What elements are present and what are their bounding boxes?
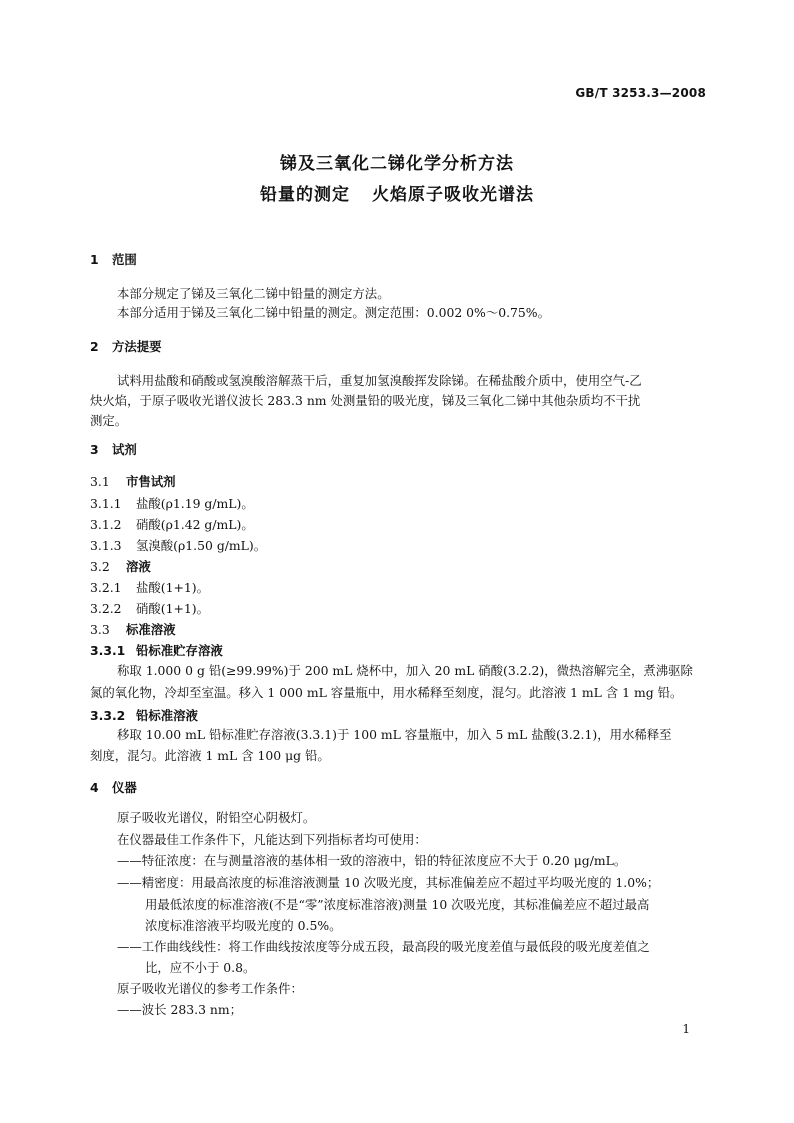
item-number: 3.2.1 xyxy=(90,580,122,595)
section-title: 仪器 xyxy=(112,780,137,795)
subsection-heading-3-1 xyxy=(90,472,708,492)
subsection-title: 市售试剂 xyxy=(126,474,176,489)
section-heading-1 xyxy=(90,250,708,270)
paragraph-line: 测定。 xyxy=(90,413,128,428)
dash-item-cont: 浓度标准溶液平均吸光度的 0.5%。 xyxy=(145,918,342,933)
item-number: 3.1.3 xyxy=(90,538,122,553)
paragraph-line: 称取 1.000 0 g 铅(≥99.99%)于 200 mL 烧杯中，加入 20 mL 硝酸(3.2.2)，微热溶解完全，煮沸驱除 xyxy=(117,663,693,678)
reagent-item xyxy=(90,578,708,598)
section-title: 范围 xyxy=(112,252,137,267)
doc-title-line2 xyxy=(0,180,794,205)
item-text: 硝酸(1+1)。 xyxy=(136,601,209,616)
dash-item-cont: 用最低浓度的标准溶液(不是“零”浓度标准溶液)测量 10 次吸光度，其标准偏差应不超过最高 xyxy=(145,897,650,912)
paragraph-line: 刻度，混匀。此溶液 1 mL 含 100 μg 铅。 xyxy=(90,748,330,763)
paragraph: 原子吸收光谱仪的参考工作条件： xyxy=(117,981,303,996)
subsection-title: 溶液 xyxy=(126,559,151,574)
reagent-item xyxy=(90,536,708,556)
dash-item: ——精密度：用最高浓度的标准溶液测量 10 次吸光度，其标准偏差应不超过平均吸光度的 1.0%； xyxy=(117,875,660,890)
dash-item-cont: 比，应不小于 0.8。 xyxy=(145,960,256,975)
section-number: 3 xyxy=(90,442,99,457)
subsection-number: 3.3 xyxy=(90,622,110,637)
item-text: 硝酸(ρ1.42 g/mL)。 xyxy=(136,517,254,532)
item-text: 氢溴酸(ρ1.50 g/mL)。 xyxy=(136,538,267,553)
standard-code: GB/T 3253.3—2008 xyxy=(575,86,706,100)
item-title: 铅标准贮存溶液 xyxy=(136,643,223,658)
section-number: 4 xyxy=(90,780,99,795)
reagent-item xyxy=(90,599,708,619)
item-number: 3.3.1 xyxy=(90,643,126,658)
paragraph-line: 试料用盐酸和硝酸或氢溴酸溶解蒸干后，重复加氢溴酸挥发除锑。在稀盐酸介质中，使用空气-乙 xyxy=(117,373,642,388)
section-number: 2 xyxy=(90,339,99,354)
paragraph-line: 氮的氧化物，冷却至室温。移入 1 000 mL 容量瓶中，用水稀释至刻度，混匀。此溶液 1 mL 含 1 mg 铅。 xyxy=(90,685,683,700)
title-part-a: 铅量的测定 xyxy=(260,185,350,205)
section-heading-3 xyxy=(90,440,708,460)
subsection-number: 3.1 xyxy=(90,474,110,489)
dash-item: ——波长 283.3 nm； xyxy=(117,1002,243,1017)
section-heading-2 xyxy=(90,337,708,357)
dash-item: ——工作曲线线性：将工作曲线按浓度等分成五段，最高段的吸光度差值与最低段的吸光度差值之 xyxy=(117,939,650,954)
subsection-heading-3-2 xyxy=(90,557,708,577)
paragraph-line: 炔火焰，于原子吸收光谱仪波长 283.3 nm 处测量铅的吸光度，锑及三氧化二锑中其他杂质均不干扰 xyxy=(90,393,641,408)
page-number: 1 xyxy=(682,1022,690,1036)
paragraph: 原子吸收光谱仪，附铅空心阴极灯。 xyxy=(117,810,316,825)
subsubsection-heading-3-3-1 xyxy=(90,641,708,661)
subsection-title: 标准溶液 xyxy=(126,622,176,637)
doc-title-line1: 锑及三氧化二锑化学分析方法 xyxy=(280,154,514,174)
subsection-heading-3-3 xyxy=(90,620,708,640)
item-number: 3.3.2 xyxy=(90,708,126,723)
item-number: 3.1.1 xyxy=(90,496,122,511)
subsection-number: 3.2 xyxy=(90,559,110,574)
section-title: 试剂 xyxy=(112,442,137,457)
item-text: 盐酸(1+1)。 xyxy=(136,580,209,595)
title-part-b: 火焰原子吸收光谱法 xyxy=(372,185,534,205)
reagent-item xyxy=(90,494,708,514)
item-number: 3.1.2 xyxy=(90,517,122,532)
paragraph: 在仪器最佳工作条件下，凡能达到下列指标者均可使用： xyxy=(117,832,427,847)
section-heading-4 xyxy=(90,778,708,798)
item-number: 3.2.2 xyxy=(90,601,122,616)
paragraph: 本部分适用于锑及三氧化二锑中铅量的测定。测定范围：0.002 0%～0.75%。 xyxy=(117,305,550,320)
section-title: 方法提要 xyxy=(112,339,162,354)
paragraph-line: 移取 10.00 mL 铅标准贮存溶液(3.3.1)于 100 mL 容量瓶中，加入 5 mL 盐酸(3.2.1)，用水稀释至 xyxy=(117,727,672,742)
reagent-item xyxy=(90,515,708,535)
paragraph: 本部分规定了锑及三氧化二锑中铅量的测定方法。 xyxy=(117,286,390,301)
subsubsection-heading-3-3-2 xyxy=(90,706,708,726)
section-number: 1 xyxy=(90,252,99,267)
item-title: 铅标准溶液 xyxy=(136,708,198,723)
dash-item: ——特征浓度：在与测量溶液的基体相一致的溶液中，铅的特征浓度应不大于 0.20 μg/mL。 xyxy=(117,853,627,868)
item-text: 盐酸(ρ1.19 g/mL)。 xyxy=(136,496,254,511)
